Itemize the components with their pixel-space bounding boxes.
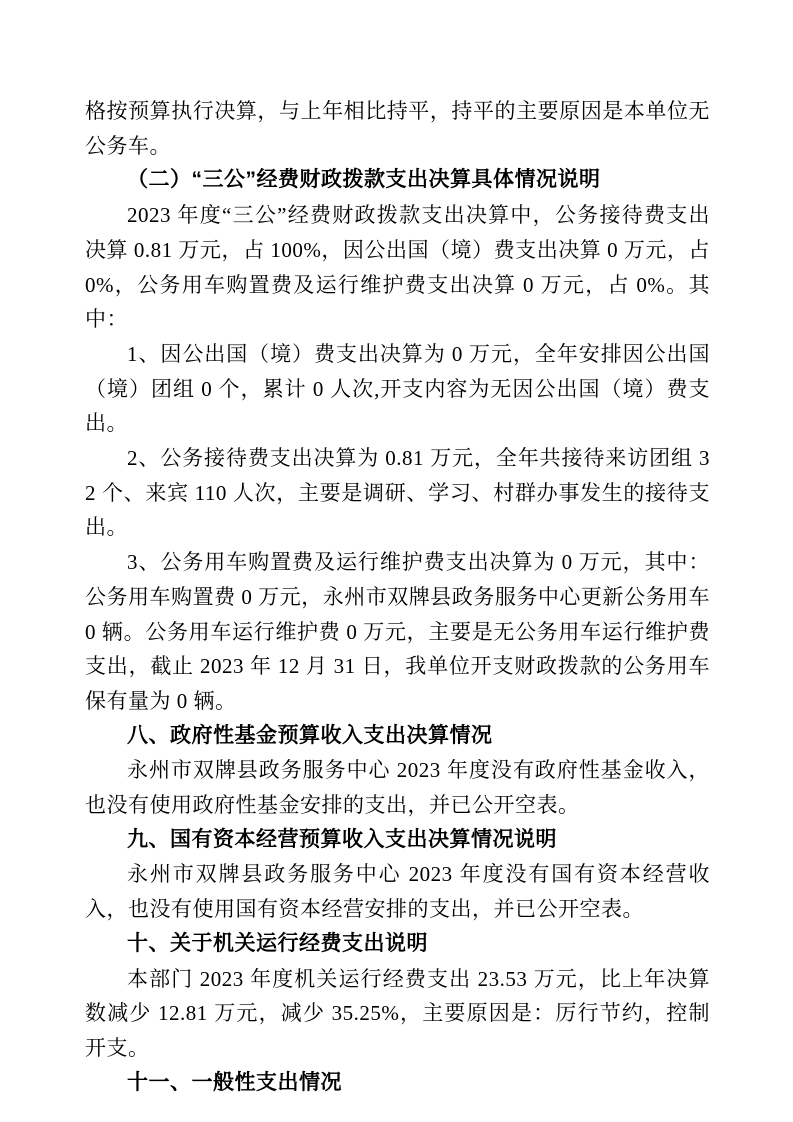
- section-heading-sangong-detail: （二）“三公”经费财政拨款支出决算具体情况说明: [127, 168, 601, 192]
- paragraph-item1-abroad-expense: 1、因公出国（境）费支出决算为 0 万元，全年安排因公出国（境）团组 0 个，累计 0 人次,开支内容为无因公出国（境）费支出。: [85, 341, 710, 436]
- paragraph-operating-expense: 本部门 2023 年度机关运行经费支出 23.53 万元，比上年决算数减少 12.81 万元，减少 35.25%，主要原因是：厉行节约，控制开支。: [85, 966, 710, 1060]
- paragraph-state-capital: 永州市双牌县政务服务中心 2023 年度没有国有资本经营收入，也没有使用国有资本经营安排的支出，并已公开空表。: [85, 862, 710, 922]
- section-heading-10-operating-expense: 十、关于机关运行经费支出说明: [127, 931, 428, 955]
- paragraph-sangong-overview: 2023 年度“三公”经费财政拨款支出决算中，公务接待费支出决算 0.81 万元，占 100%，因公出国（境）费支出决算 0 万元，占 0%，公务用车购置费及运行维护费支出决算 0 万元，占 0%。其中：: [85, 203, 710, 332]
- paragraph-government-fund: 永州市双牌县政务服务中心 2023 年度没有政府性基金收入，也没有使用政府性基金安排的支出，并已公开空表。: [85, 758, 710, 818]
- section-heading-11-general-expense: 十一、一般性支出情况: [127, 1070, 342, 1094]
- section-heading-9-state-capital: 九、国有资本经营预算收入支出决算情况说明: [127, 827, 557, 851]
- paragraph-item2-reception-expense: 2、公务接待费支出决算为 0.81 万元，全年共接待来访团组 32 个、来宾 110 人次，主要是调研、学习、村群办事发生的接待支出。: [85, 446, 710, 540]
- paragraph-item3-vehicle-expense: 3、公务用车购置费及运行维护费支出决算为 0 万元，其中：公务用车购置费 0 万元，永州市双牌县政务服务中心更新公务用车 0 辆。公务用车运行维护费 0 万元，主要是无公务用车运行维护费支出，截止 2023 年 12 月 31 日，我单位开支财政拨款的公务用车保有量为 0 辆。: [85, 550, 710, 713]
- paragraph-continuation-no-car: 格按预算执行决算，与上年相比持平，持平的主要原因是本单位无公务车。: [85, 99, 710, 158]
- section-heading-8-government-fund: 八、政府性基金预算收入支出决算情况: [127, 723, 493, 747]
